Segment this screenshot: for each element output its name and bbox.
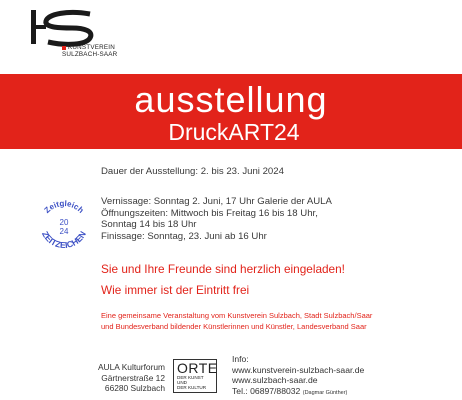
orte-line: UND	[177, 380, 187, 385]
organizers-note	[101, 310, 372, 332]
ks-logo-icon	[28, 8, 110, 48]
stamp-top-text: Zeitgleich	[42, 198, 86, 215]
org-line1: KUNSTVEREIN	[68, 44, 115, 51]
website-link-1[interactable]: www.kunstverein-sulzbach-saar.de	[232, 364, 365, 375]
invitation-line1: Sie und Ihre Freunde sind herzlich eingeladen!	[101, 262, 345, 276]
info-label: Info:	[232, 354, 249, 364]
svg-text:Zeitgleich	[43, 199, 86, 215]
orte-line: DER KULTUR	[177, 385, 207, 390]
org-name	[62, 44, 117, 58]
orte-line: DER KUNST	[177, 375, 204, 380]
orte-logo	[173, 359, 217, 393]
venue-address	[69, 362, 165, 394]
ks-logo	[28, 8, 110, 48]
phone-note: (Dagmar Günther)	[302, 389, 348, 396]
address-line: Gärtnerstraße 12	[101, 372, 165, 383]
red-square-icon	[62, 46, 66, 50]
stamp-number-top: 20	[59, 218, 69, 227]
contact-info	[232, 354, 364, 398]
banner-subtitle: DruckART24	[168, 119, 300, 145]
event-details	[101, 196, 332, 242]
phone-line	[232, 386, 364, 399]
detail-line: Sonntag 14 bis 18 Uhr	[101, 219, 197, 230]
organizers-line1: Eine gemeinsame Veranstaltung vom Kunstverein Sulzbach, Stadt Sulzbach/Saar	[101, 311, 373, 320]
detail-line: Vernissage: Sonntag 2. Juni, 17 Uhr Galerie der AULA	[101, 196, 332, 207]
title-banner	[0, 74, 462, 149]
stamp-bottom-text: ZEITZEICHEN	[40, 229, 89, 251]
invitation-line2: Wie immer ist der Eintritt frei	[101, 283, 250, 297]
website-link-2[interactable]: www.sulzbach-saar.de	[232, 375, 318, 385]
zeitzeichen-stamp-icon	[32, 194, 96, 258]
phone-number: Tel.: 06897/88032	[232, 385, 301, 396]
org-line2: SULZBACH-SAAR	[62, 51, 118, 58]
exhibition-duration: Dauer der Ausstellung: 2. bis 23. Juni 2024	[101, 166, 284, 177]
organizers-line2: und Bundesverband bildender Künstlerinnen und Künstler, Landesverband Saar	[101, 322, 367, 331]
detail-line: Öffnungszeiten: Mittwoch bis Freitag 16 bis 18 Uhr,	[101, 207, 318, 219]
orte-title: ORTE	[177, 360, 218, 376]
address-line: AULA Kulturforum	[97, 362, 165, 372]
detail-line: Finissage: Sonntag, 23. Juni ab 16 Uhr	[101, 230, 267, 242]
stamp-number-bottom: 24	[59, 227, 69, 236]
address-line: 66280 Sulzbach	[104, 383, 165, 393]
banner-title: ausstellung	[134, 79, 328, 120]
